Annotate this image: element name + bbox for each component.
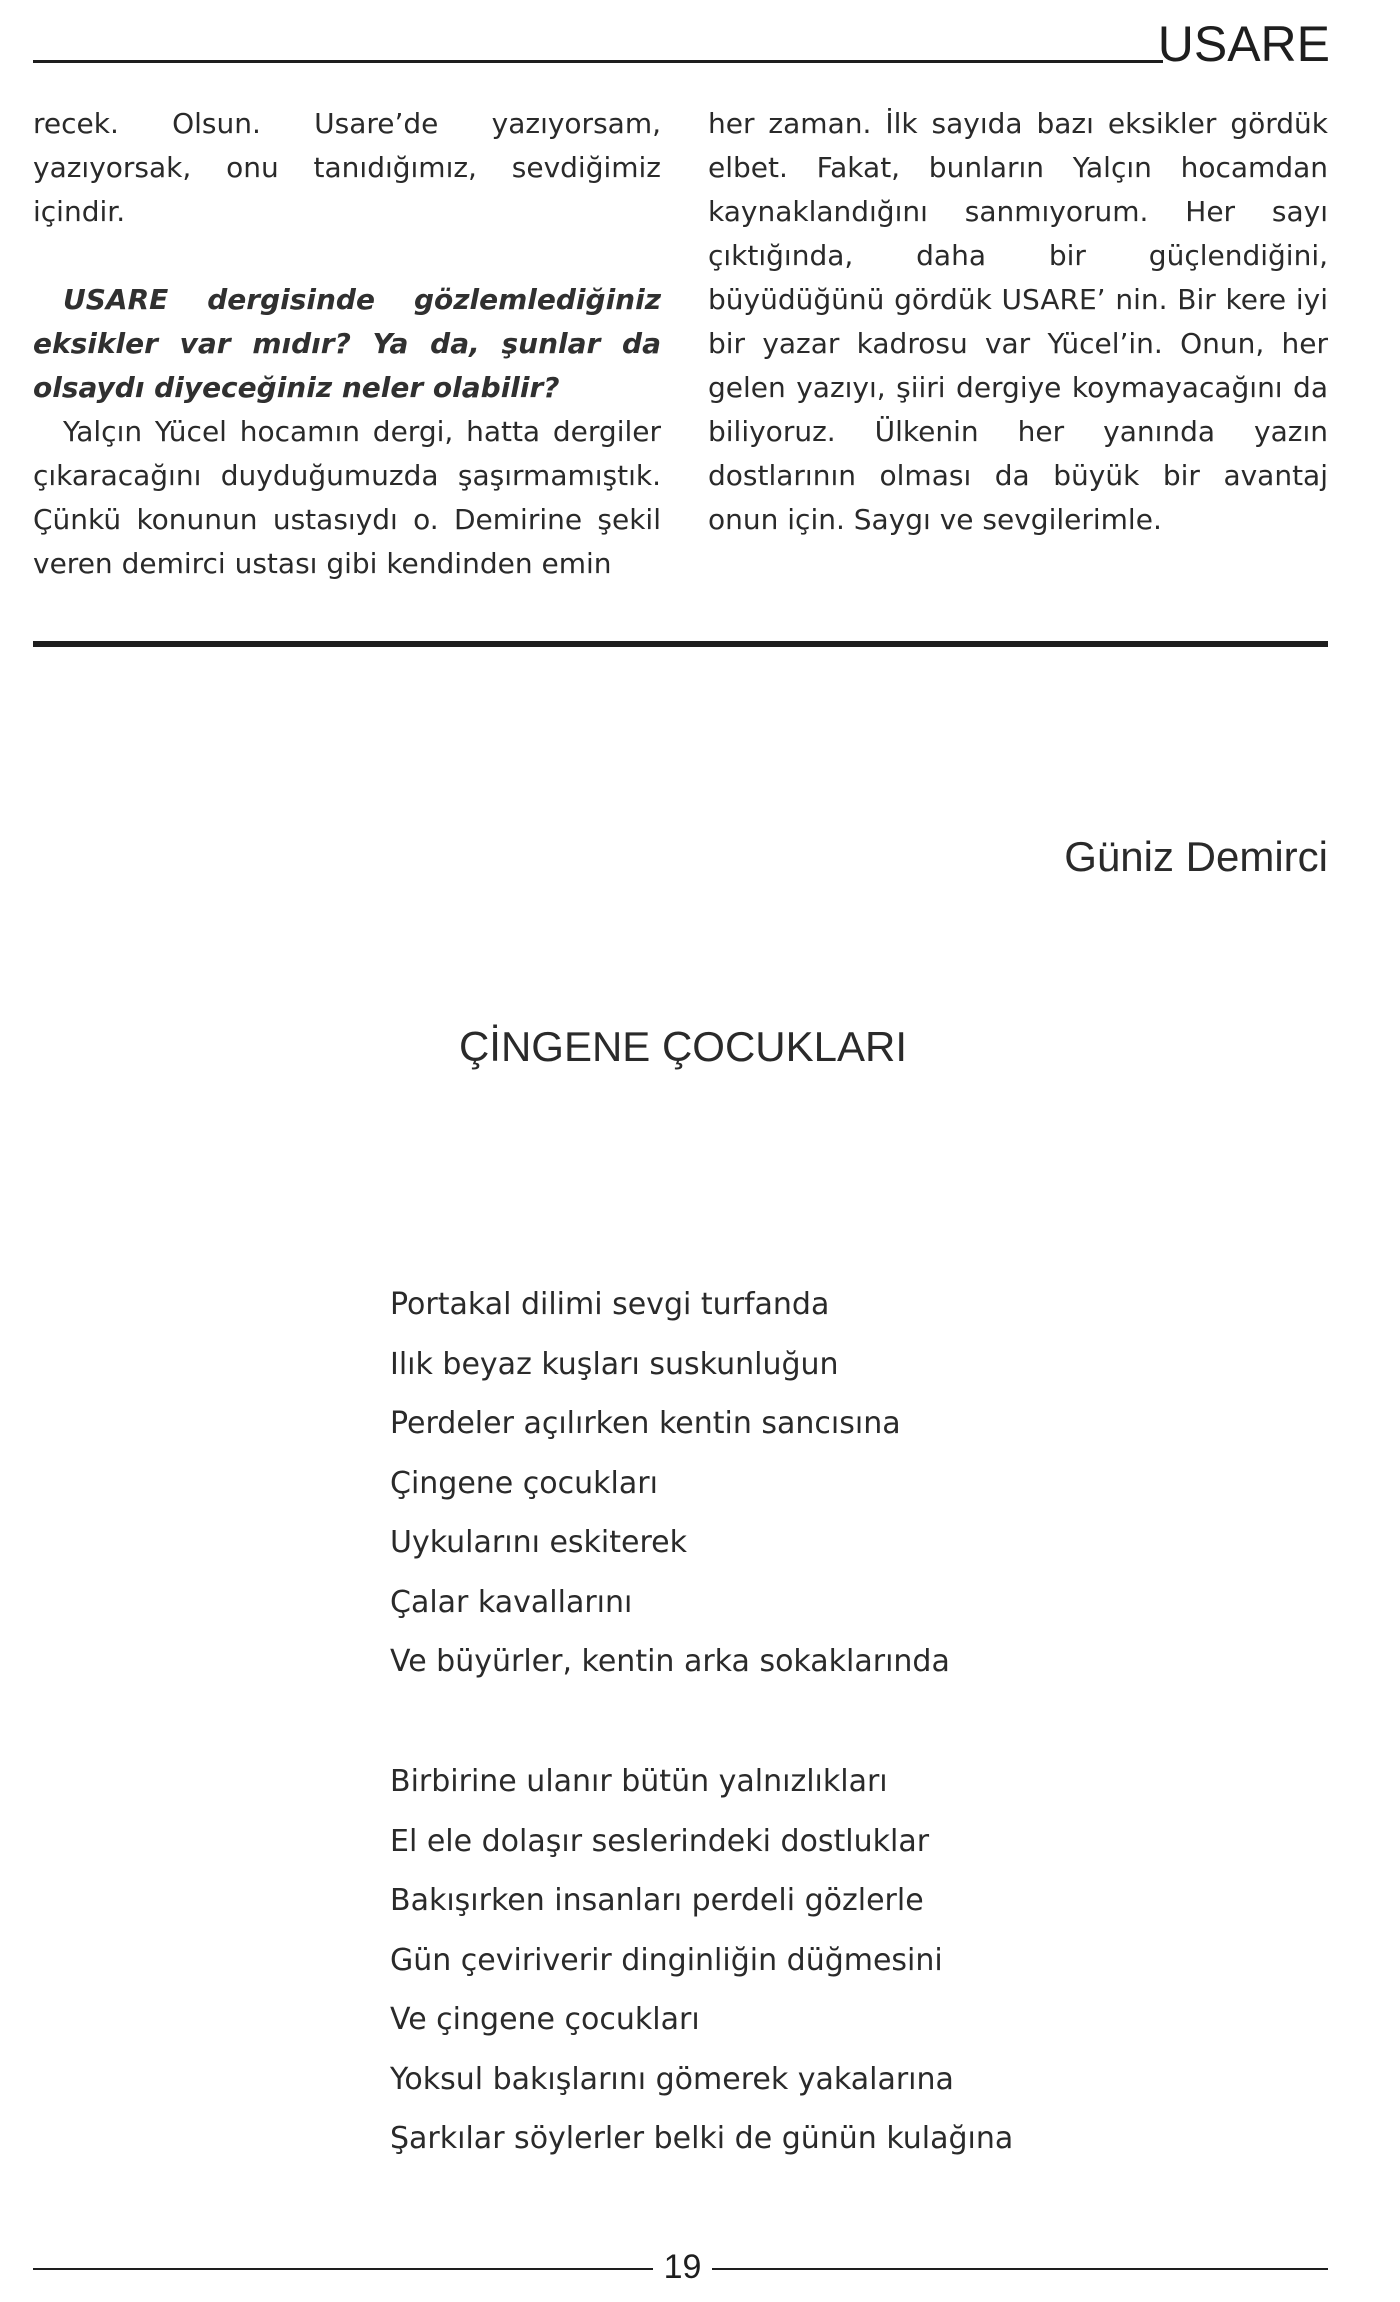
poem-line: El ele dolaşır seslerindeki dostluklar [390, 1823, 930, 1859]
journal-name: USARE [1157, 16, 1330, 72]
poem-line: Portakal dilimi sevgi turfanda [390, 1287, 830, 1322]
interview-left-column [33, 102, 661, 586]
interview-right-column [708, 102, 1328, 542]
poem-author: Güniz Demirci [1064, 833, 1328, 880]
poem-line: Bakışırken insanları perdeli gözlerle [390, 1883, 924, 1918]
poem-line: Çalar kavallarını [390, 1584, 633, 1620]
poem-line: Şarkılar söylerler belki de günün kulağına [390, 2121, 1014, 2156]
interview-paragraph: Yalçın Yücel hocamın dergi, hatta dergiler çıkaracağını duyduğumuzda şaşırmamıştık. Çünkü konunun ustasıydı o. Demirine şekil veren demirci ustası gibi kendinden emin [33, 415, 661, 580]
page-number: 19 [663, 2248, 702, 2286]
poem-line: Yoksul bakışlarını gömerek yakalarına [390, 2061, 954, 2097]
footer-rule-left [33, 2268, 653, 2270]
interview-paragraph: her zaman. İlk sayıda bazı eksikler gördük elbet. Fakat, bunların Yalçın hocamdan kaynaklandığını sanmıyorum. Her sayı çıktığında, daha bir güçlendiğini, büyüdüğünü gördük USARE’ nin. Bir kere iyi bir yazar kadrosu var Yücel’in. Onun, her gelen yazıyı, şiiri dergiye koymayacağını da biliyoruz. Ülkenin her yanında yazın dostlarının olması da büyük bir avantaj onun için. Saygı ve sevgilerimle. [708, 107, 1328, 536]
interview-paragraph: recek. Olsun. Usare’de yazıyorsam, yazıyorsak, onu tanıdığımız, sevdiğimiz içindir. [33, 107, 661, 228]
footer-rule-right [712, 2268, 1328, 2270]
poem-line: Ilık beyaz kuşları suskunluğun [390, 1346, 839, 1382]
poem-line: Birbirine ulanır bütün yalnızlıkları [390, 1764, 888, 1799]
poem-line: Gün çeviriverir dinginliğin düğmesini [390, 1942, 943, 1978]
poem-stanza-2 [390, 1752, 1013, 2169]
poem-line: Uykularını eskiterek [390, 1525, 687, 1560]
poem-title: ÇİNGENE ÇOCUKLARI [458, 1023, 908, 1070]
poem-stanza-1 [390, 1275, 950, 1692]
section-divider [33, 641, 1328, 647]
interview-question: USARE dergisinde gözlemlediğiniz eksikler var mıdır? Ya da, şunlar da olsaydı diyeceğiniz neler olabilir? [33, 283, 661, 404]
poem-line: Ve çingene çocukları [390, 2002, 700, 2037]
poem-line: Perdeler açılırken kentin sancısına [390, 1406, 901, 1441]
poem-line: Ve büyürler, kentin arka sokaklarında [390, 1644, 950, 1679]
poem-line: Çingene çocukları [390, 1465, 658, 1501]
header-rule [33, 60, 1163, 63]
